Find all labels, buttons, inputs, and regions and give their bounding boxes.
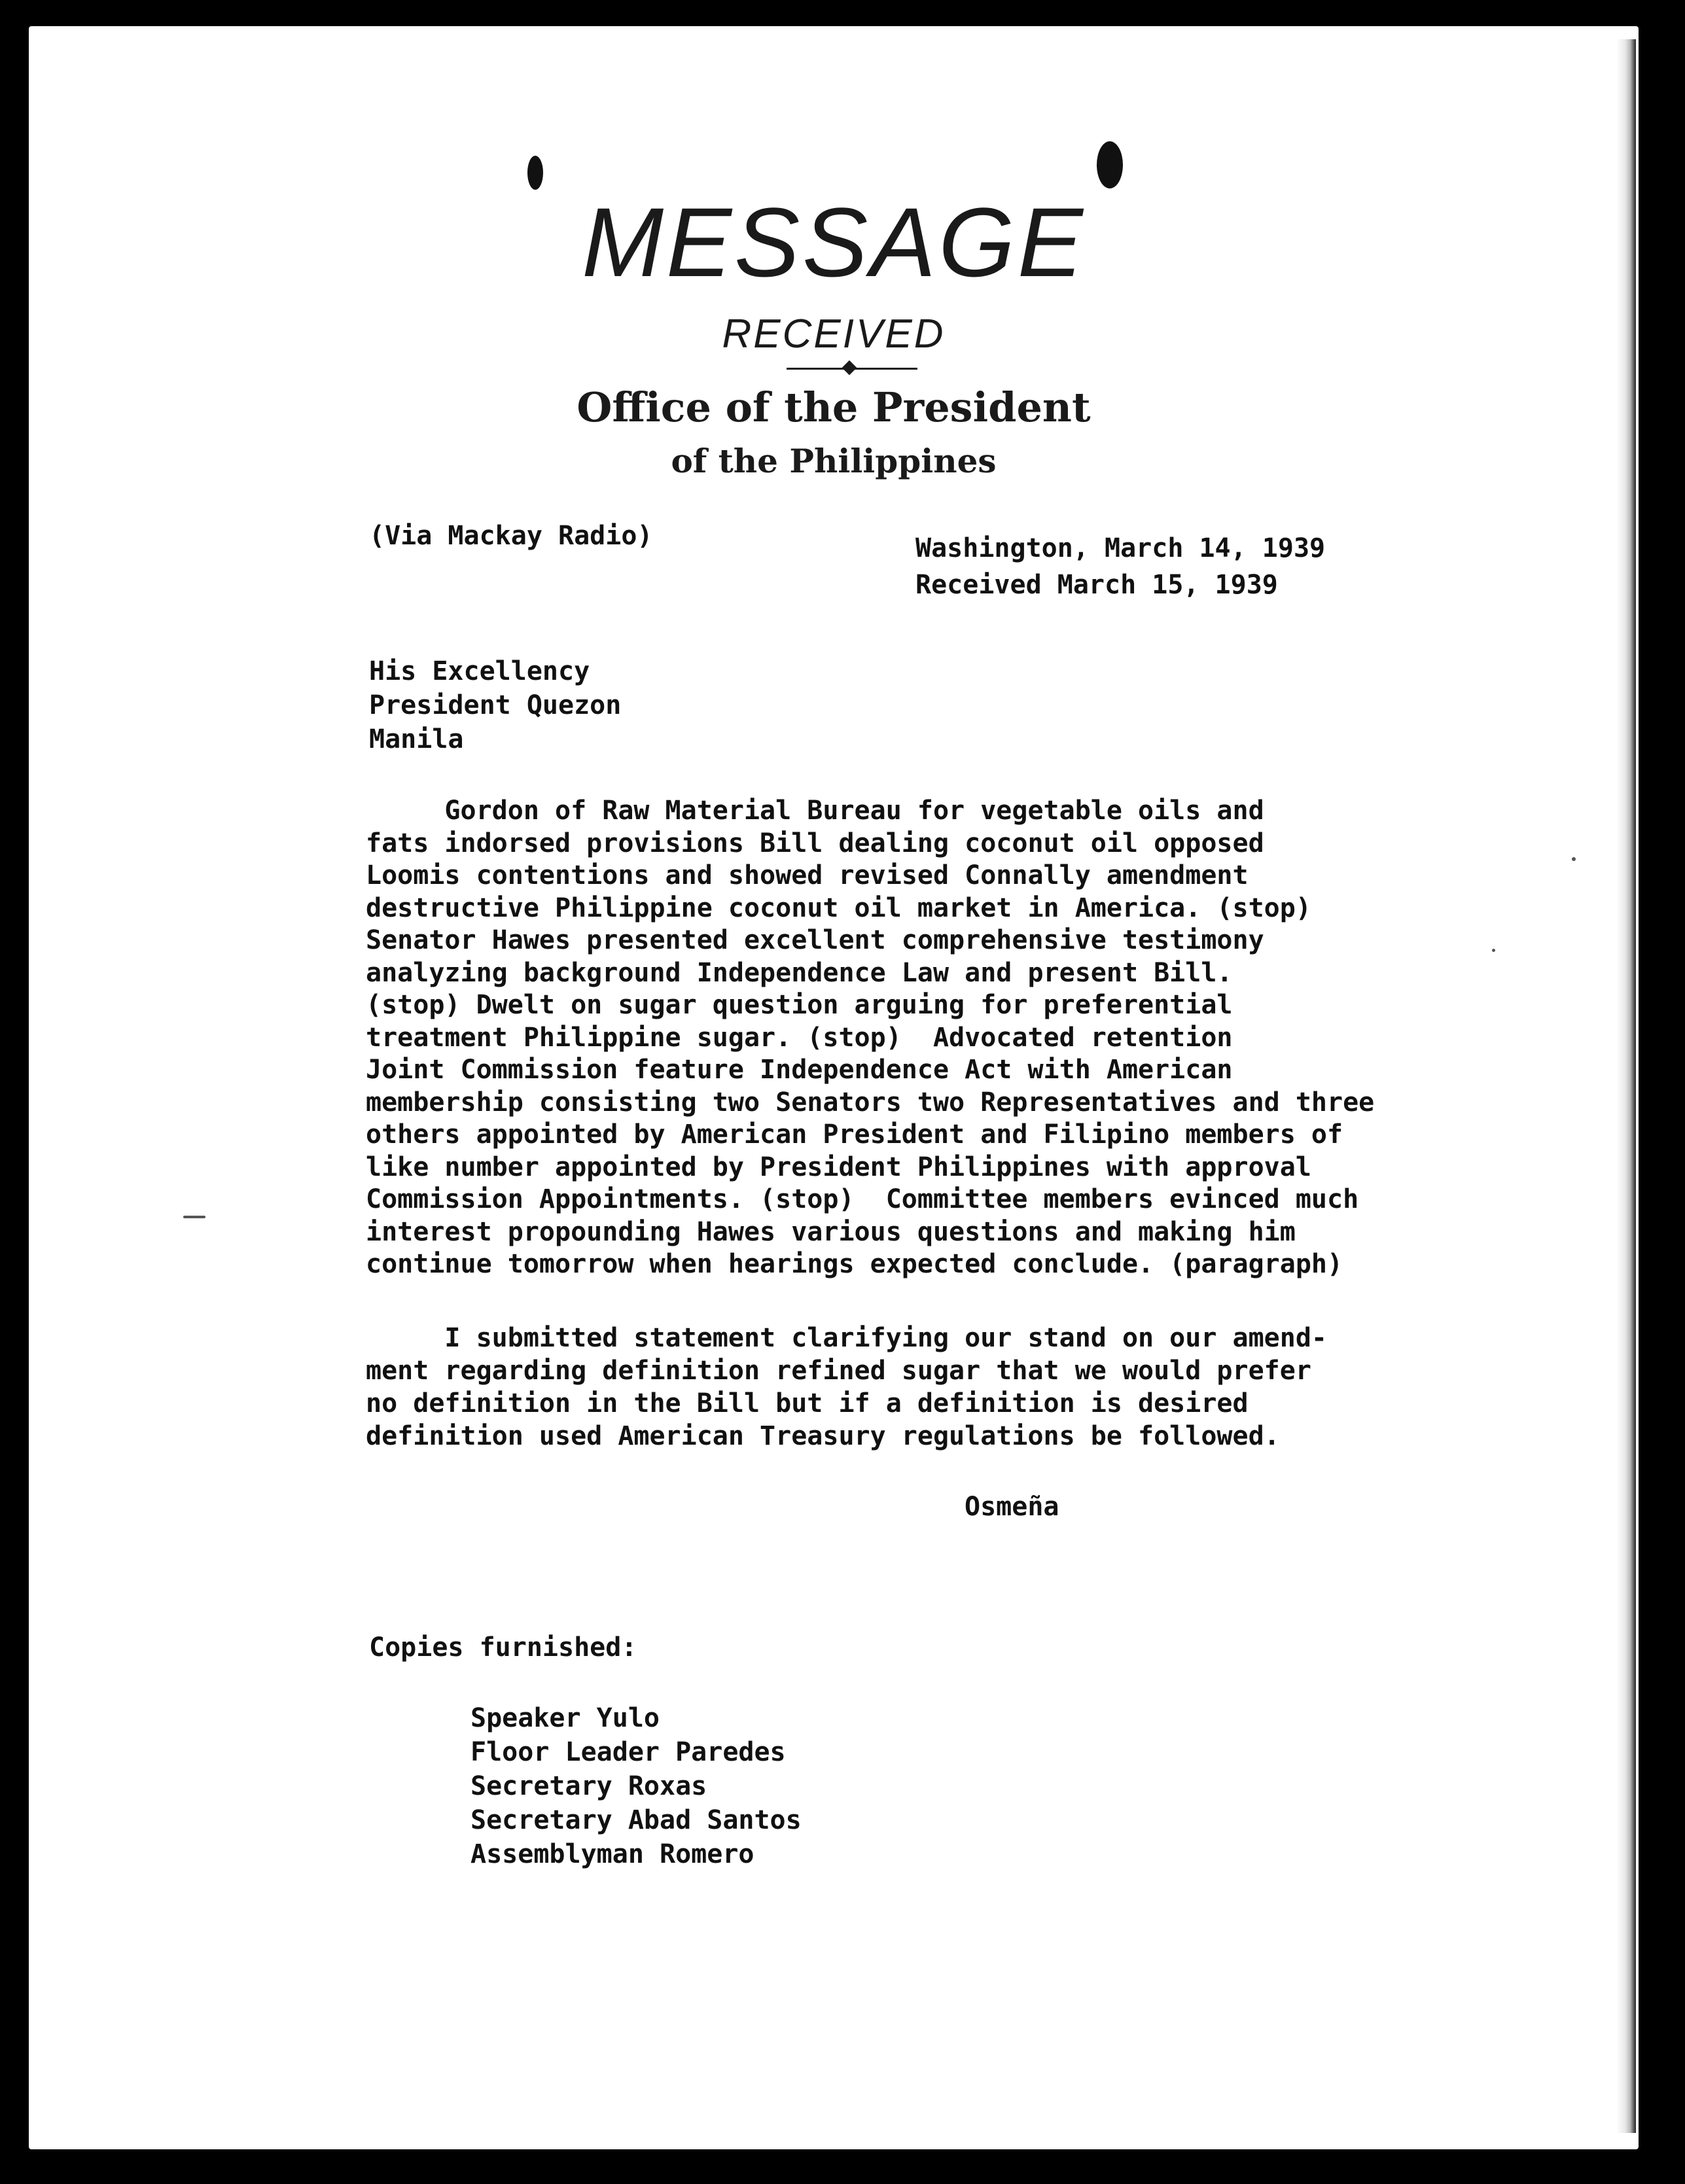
letterhead-subtitle: RECEIVED xyxy=(722,311,946,357)
body-line: others appointed by American President and Filipino members of xyxy=(366,1119,1343,1150)
body-line: Loomis contentions and showed revised Connally amendment xyxy=(366,860,1249,890)
message-body xyxy=(366,795,1596,1281)
body-line: fats indorsed provisions Bill dealing coconut oil opposed xyxy=(366,828,1264,858)
body-line: Senator Hawes presented excellent comprehensive testimony xyxy=(366,925,1264,955)
list-item: Assemblyman Romero xyxy=(470,1839,754,1869)
scan-speck xyxy=(1492,949,1495,952)
addressee-line: President Quezon xyxy=(369,690,622,720)
copies-list xyxy=(470,1701,802,1871)
body-line: I submitted statement clarifying our stand on our amend- xyxy=(366,1323,1328,1353)
body-line: definition used American Treasury regulations be followed. xyxy=(366,1421,1280,1451)
message-paragraph-2 xyxy=(366,1322,1327,1453)
page-edge-shadow xyxy=(1616,39,1636,2133)
body-line: (stop) Dwelt on sugar question arguing for preferential xyxy=(366,990,1233,1020)
document-page xyxy=(29,26,1639,2149)
body-line: continue tomorrow when hearings expected conclude. (paragraph) xyxy=(366,1249,1343,1279)
signature: Osmeña xyxy=(965,1492,1059,1522)
body-line: like number appointed by President Philippines with approval xyxy=(366,1152,1311,1182)
date-block xyxy=(915,530,1325,603)
punch-hole-right xyxy=(1097,141,1123,188)
letterhead-title: MESSAGE xyxy=(582,187,1086,297)
list-item: Floor Leader Paredes xyxy=(470,1737,786,1767)
letterhead-office-country: of the Philippines xyxy=(671,442,997,480)
addressee-line: Manila xyxy=(369,724,464,754)
transmission-method: (Via Mackay Radio) xyxy=(369,521,653,551)
scan-speck xyxy=(1572,857,1576,861)
body-line: no definition in the Bill but if a definition is desired xyxy=(366,1388,1249,1418)
list-item: Speaker Yulo xyxy=(470,1703,660,1733)
list-item: Secretary Abad Santos xyxy=(470,1805,802,1835)
body-line: destructive Philippine coconut oil market in America. (stop) xyxy=(366,892,1311,923)
sent-date: Washington, March 14, 1939 xyxy=(915,533,1326,563)
body-line: treatment Philippine sugar. (stop) Advocated retention xyxy=(366,1022,1233,1053)
letterhead-office: Office of the President xyxy=(576,383,1091,431)
letterhead-ornament xyxy=(842,361,857,376)
body-line: Gordon of Raw Material Bureau for vegetable oils and xyxy=(366,796,1264,826)
body-line: ment regarding definition refined sugar that we would prefer xyxy=(366,1356,1311,1386)
body-line: interest propounding Hawes various questions and making him xyxy=(366,1216,1296,1247)
received-date: Received March 15, 1939 xyxy=(915,570,1278,600)
copies-label: Copies furnished: xyxy=(369,1632,637,1663)
punch-hole-left xyxy=(527,156,543,190)
body-line: membership consisting two Senators two Representatives and three xyxy=(366,1087,1375,1118)
addressee-line: His Excellency xyxy=(369,656,590,686)
scan-speck xyxy=(183,1216,205,1218)
body-line: Joint Commission feature Independence Act with American xyxy=(366,1055,1233,1085)
body-line: analyzing background Independence Law and present Bill. xyxy=(366,957,1233,988)
body-line: Commission Appointments. (stop) Committee members evinced much xyxy=(366,1184,1359,1214)
addressee-block xyxy=(369,654,621,756)
list-item: Secretary Roxas xyxy=(470,1771,707,1801)
